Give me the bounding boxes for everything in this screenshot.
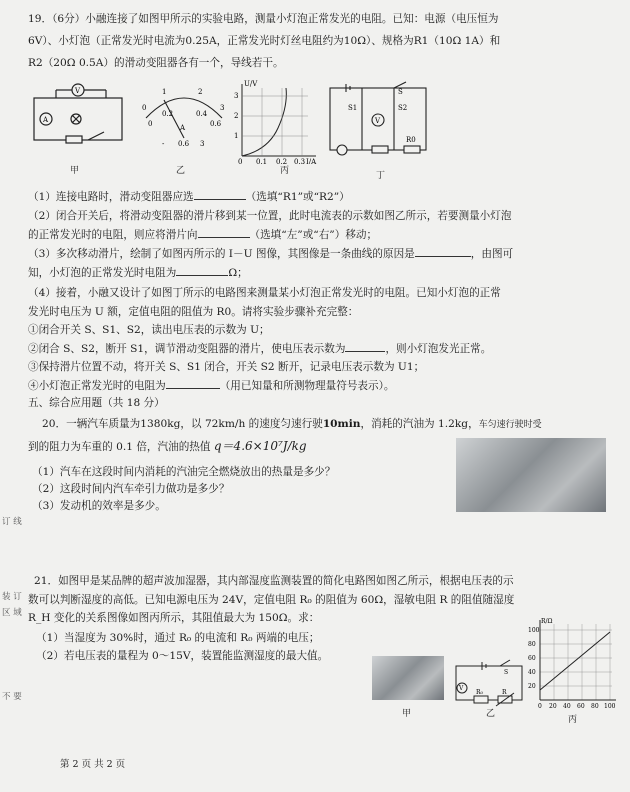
- svg-text:2: 2: [198, 88, 203, 96]
- iu-graph-bing: [228, 78, 324, 164]
- svg-text:0: 0: [148, 120, 153, 128]
- svg-text:1: 1: [162, 88, 167, 96]
- margin-mark: 装 订: [2, 592, 22, 602]
- q20-line2: 到的阻力为车重的 0.1 倍，汽油的热值 q＝4.6×10⁷J/kg: [28, 439, 307, 453]
- q19-line1: 19．（6分）小融连接了如图甲所示的实验电路，测量小灯泡正常发光的电阻。已知：电源（电压恒为: [28, 13, 499, 25]
- q20-part3: （3）发动机的效率是多少。: [32, 500, 166, 512]
- svg-text:S2: S2: [398, 104, 408, 112]
- svg-text:100: 100: [604, 703, 616, 710]
- q19-line3: R2（20Ω 0.5A）的滑动变阻器各有一个，导线若干。: [28, 57, 284, 69]
- svg-text:0.1: 0.1: [256, 158, 268, 164]
- q19-step2: ②闭合 S、S2，断开 S1，调节滑动变阻器的滑片，使电压表示数为 ，则小灯泡发光正常。: [28, 343, 492, 355]
- caption-yi: 乙: [176, 166, 186, 176]
- q20-line1: 20．一辆汽车质量为1380kg，以 72km/h 的速度匀速行驶10min，消耗的汽油为 1.2kg，车匀速行驶时受: [42, 418, 542, 430]
- margin-mark: 不 要: [2, 692, 22, 702]
- svg-text:80: 80: [591, 703, 599, 710]
- svg-text:3: 3: [220, 104, 225, 112]
- svg-text:0: 0: [238, 158, 243, 164]
- q19-line2: 6V）、小灯泡（正常发光时电流为0.25A，正常发光时灯丝电阻约为10Ω）、规格为R1（10Ω 1A）和: [28, 35, 501, 47]
- humidity-graph-bing: [528, 616, 620, 714]
- margin-mark: 订 线: [2, 517, 22, 527]
- q21-part1: （1）当湿度为 30%时，通过 R₀ 的电流和 R₀ 两端的电压；: [36, 632, 320, 644]
- svg-text:20: 20: [528, 683, 536, 690]
- svg-text:U/V: U/V: [244, 80, 258, 88]
- answer-blank[interactable]: [194, 190, 246, 200]
- circuit-figure-yi-21: [452, 658, 528, 708]
- voltmeter-symbol: V: [75, 87, 81, 95]
- svg-text:0: 0: [538, 703, 542, 710]
- q20-part2: （2）这段时间内汽车牵引力做功是多少？: [32, 483, 230, 495]
- q19-part3b: 知，小灯泡的正常发光时电阻为 Ω；: [28, 267, 248, 279]
- section-5-heading: 五、综合应用题（共 18 分）: [28, 397, 165, 409]
- circuit-figure-ding: [324, 80, 434, 164]
- answer-blank[interactable]: [176, 266, 228, 276]
- svg-text:0.2: 0.2: [276, 158, 288, 164]
- q19-part4b: 发光时电压为 U 额，定值电阻的阻值为 R0。请将实验步骤补充完整：: [28, 306, 359, 318]
- heat-value-formula: q＝4.6×10⁷J/kg: [213, 439, 307, 453]
- q21-line1: 21．如图甲是某品牌的超声波加湿器，其内部湿度监测装置的简化电路图如图乙所示，根据电压表的示: [34, 575, 514, 587]
- q21-line3: R_H 变化的关系图像如图丙所示，其阻值最大为 150Ω。求：: [28, 612, 320, 624]
- svg-text:1: 1: [234, 132, 239, 140]
- svg-text:V: V: [375, 117, 381, 125]
- svg-text:0.3: 0.3: [294, 158, 306, 164]
- svg-text:80: 80: [528, 641, 536, 648]
- page-footer: 第 2 页 共 2 页: [60, 759, 126, 770]
- caption-ding: 丁: [376, 171, 386, 181]
- svg-text:40: 40: [563, 703, 571, 710]
- svg-text:A: A: [43, 116, 49, 124]
- svg-text:S: S: [398, 88, 403, 96]
- ammeter-figure-yi: [138, 80, 230, 160]
- svg-text:0.2: 0.2: [162, 110, 174, 118]
- svg-text:R0: R0: [406, 136, 416, 144]
- caption-jia-21: 甲: [402, 709, 412, 719]
- answer-blank[interactable]: [166, 379, 220, 389]
- humidifier-photo: [372, 656, 444, 700]
- q20-part1: （1）汽车在这段时间内消耗的汽油完全燃烧放出的热量是多少？: [32, 466, 336, 478]
- margin-mark: 区 域: [2, 608, 22, 618]
- q19-part2b: 的正常发光时的电阻，则应将滑片向 （选填“左”或“右”）移动；: [28, 229, 378, 241]
- answer-blank[interactable]: [345, 342, 385, 352]
- q19-step4: ④小灯泡正常发光时的电阻为 （用已知量和所测物理量符号表示）。: [28, 380, 395, 392]
- q19-part3a: （3）多次移动滑片，绘制了如图丙所示的 I－U 图像，其图像是一条曲线的原因是 ，由图可: [28, 248, 514, 260]
- svg-text:3: 3: [200, 140, 205, 148]
- svg-text:0: 0: [142, 104, 147, 112]
- q19-part1: （1）连接电路时，滑动变阻器应选 （选填“R1”或“R2”）: [28, 191, 350, 203]
- q19-part4a: （4）接着，小融又设计了如图丁所示的电路图来测量某小灯泡正常发光时的电阻。已知小灯泡的正常: [28, 287, 501, 299]
- svg-text:I/A: I/A: [306, 158, 317, 164]
- svg-text:60: 60: [528, 655, 536, 662]
- svg-text:20: 20: [549, 703, 557, 710]
- svg-text:2: 2: [234, 112, 239, 120]
- q21-part2: （2）若电压表的量程为 0～15V，装置能监测湿度的最大值。: [36, 650, 329, 662]
- car-photo: [456, 438, 606, 512]
- svg-text:3: 3: [234, 92, 239, 100]
- caption-jia: 甲: [70, 166, 80, 176]
- svg-text:S: S: [504, 669, 509, 676]
- svg-text:R₀: R₀: [476, 689, 483, 696]
- svg-text:40: 40: [528, 669, 536, 676]
- answer-blank[interactable]: [415, 247, 471, 257]
- svg-text:S1: S1: [348, 104, 358, 112]
- svg-text:0.6: 0.6: [210, 120, 222, 128]
- caption-yi-21: 乙: [486, 709, 496, 719]
- q19-step1: ①闭合开关 S、S1、S2，读出电压表的示数为 U；: [28, 324, 270, 336]
- q21-line2: 数可以判断湿度的高低。已知电源电压为 24V，定值电阻 R₀ 的阻值为 60Ω，湿敏电阻 R 的阻值随湿度: [28, 594, 515, 606]
- svg-text:60: 60: [577, 703, 585, 710]
- svg-text:A: A: [180, 124, 186, 132]
- caption-bing: 丙: [280, 166, 290, 176]
- svg-text:-: -: [162, 140, 165, 148]
- q19-part2a: （2）闭合开关后，将滑动变阻器的滑片移到某一位置，此时电流表的示数如图乙所示，若要测量小灯泡: [28, 210, 512, 222]
- svg-text:0.6: 0.6: [178, 140, 190, 148]
- q19-step3: ③保持滑片位置不动，将开关 S、S1 闭合，开关 S2 断开，记录电压表示数为 U1；: [28, 361, 425, 373]
- caption-bing-21: 丙: [568, 715, 578, 725]
- answer-blank[interactable]: [198, 228, 250, 238]
- circuit-figure-jia: [26, 80, 136, 160]
- svg-text:R: R: [502, 689, 507, 696]
- svg-text:100: 100: [528, 627, 540, 634]
- svg-text:0.4: 0.4: [196, 110, 208, 118]
- svg-text:R/Ω: R/Ω: [541, 618, 553, 625]
- svg-text:V: V: [459, 685, 464, 692]
